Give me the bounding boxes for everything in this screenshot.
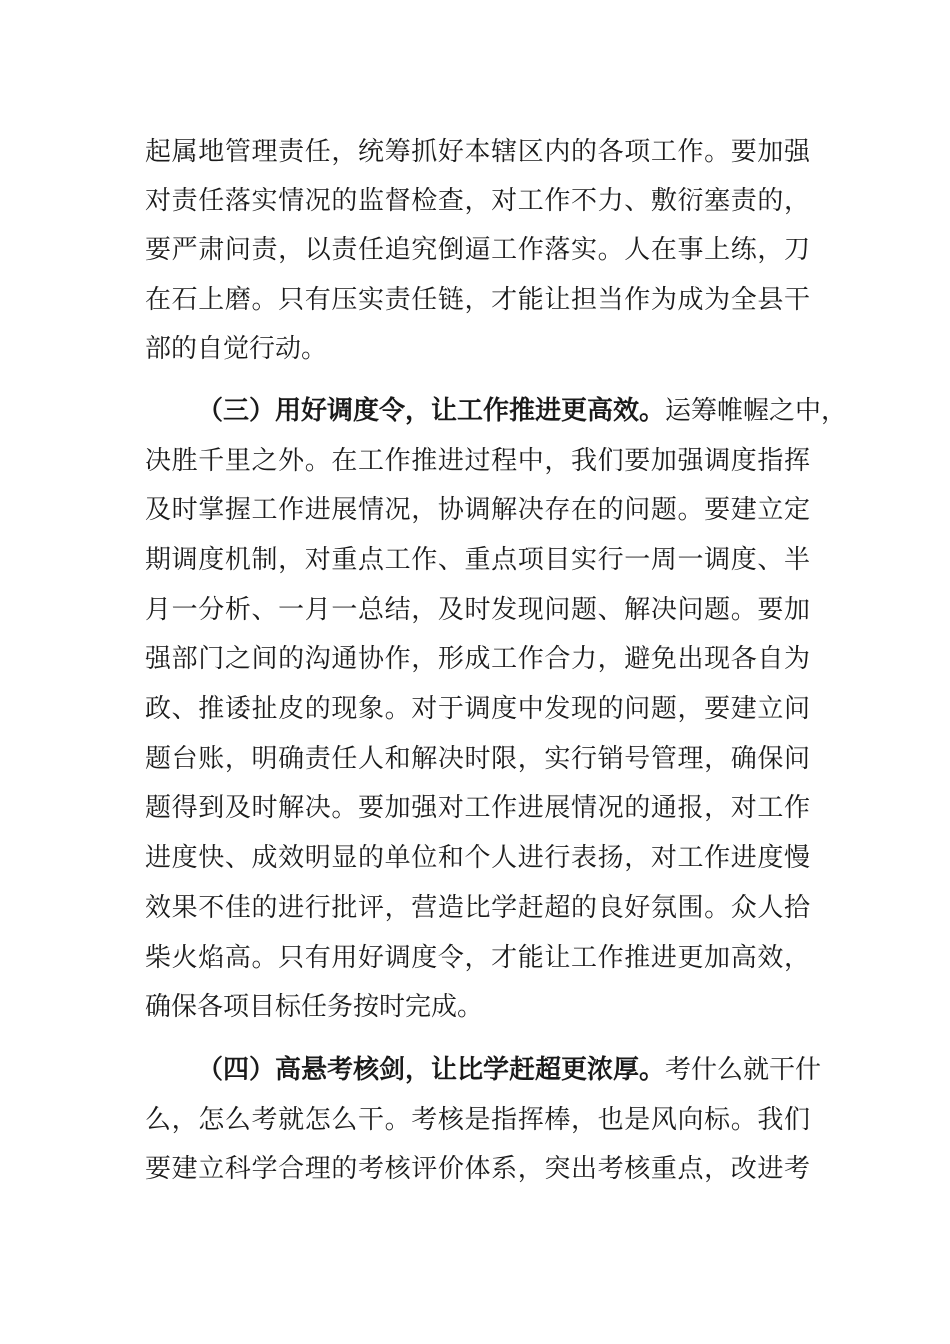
paragraph-1-line-2: 对责任落实情况的监督检查，对工作不力、敷衍塞责的， (145, 186, 810, 216)
paragraph-2-line-12: 柴火焰高。只有用好调度令，才能让工作推进更加高效， (145, 943, 810, 973)
paragraph-3-heading: （四）高悬考核剑，让比学赶超更浓厚。 (197, 1055, 666, 1085)
paragraph-2-line-4: 期调度机制，对重点工作、重点项目实行一周一调度、半 (145, 545, 810, 575)
paragraph-2-line-13: 确保各项目标任务按时完成。 (145, 992, 484, 1022)
paragraph-3-line-3: 要建立科学合理的考核评价体系，突出考核重点，改进考 (145, 1154, 810, 1184)
paragraph-2-line-7: 政、推诿扯皮的现象。对于调度中发现的问题，要建立问 (145, 694, 810, 724)
paragraph-2-line-3: 及时掌握工作进展情况，协调解决存在的问题。要建立定 (145, 495, 810, 525)
paragraph-2-line-10: 进度快、成效明显的单位和个人进行表扬，对工作进度慢 (145, 843, 810, 873)
paragraph-2-first-line-rest: 运筹帷幄之中， (665, 396, 848, 426)
paragraph-1-line-1: 起属地管理责任，统筹抓好本辖区内的各项工作。要加强 (145, 137, 810, 167)
paragraph-3-line-2: 么，怎么考就怎么干。考核是指挥棒，也是风向标。我们 (145, 1105, 810, 1135)
paragraph-2-line-8: 题台账，明确责任人和解决时限，实行销号管理，确保问 (145, 744, 810, 774)
paragraph-2-first-line (197, 391, 848, 431)
paragraph-2-line-2: 决胜千里之外。在工作推进过程中，我们要加强调度指挥 (145, 446, 810, 476)
paragraph-3-first-line (197, 1050, 822, 1090)
paragraph-1-line-3: 要严肃问责，以责任追究倒逼工作落实。人在事上练，刀 (145, 235, 810, 265)
paragraph-1-line-5: 部的自觉行动。 (145, 334, 328, 364)
paragraph-3-first-line-rest: 考什么就干什 (665, 1055, 822, 1085)
paragraph-2-heading: （三）用好调度令，让工作推进更高效。 (197, 396, 666, 426)
paragraph-2-line-9: 题得到及时解决。要加强对工作进展情况的通报，对工作 (145, 793, 810, 823)
paragraph-2-line-6: 强部门之间的沟通协作，形成工作合力，避免出现各自为 (145, 644, 810, 674)
paragraph-1-line-4: 在石上磨。只有压实责任链，才能让担当作为成为全县干 (145, 285, 810, 315)
paragraph-2-line-11: 效果不佳的进行批评，营造比学赶超的良好氛围。众人拾 (145, 893, 810, 923)
paragraph-2-line-5: 月一分析、一月一总结，及时发现问题、解决问题。要加 (145, 595, 810, 625)
